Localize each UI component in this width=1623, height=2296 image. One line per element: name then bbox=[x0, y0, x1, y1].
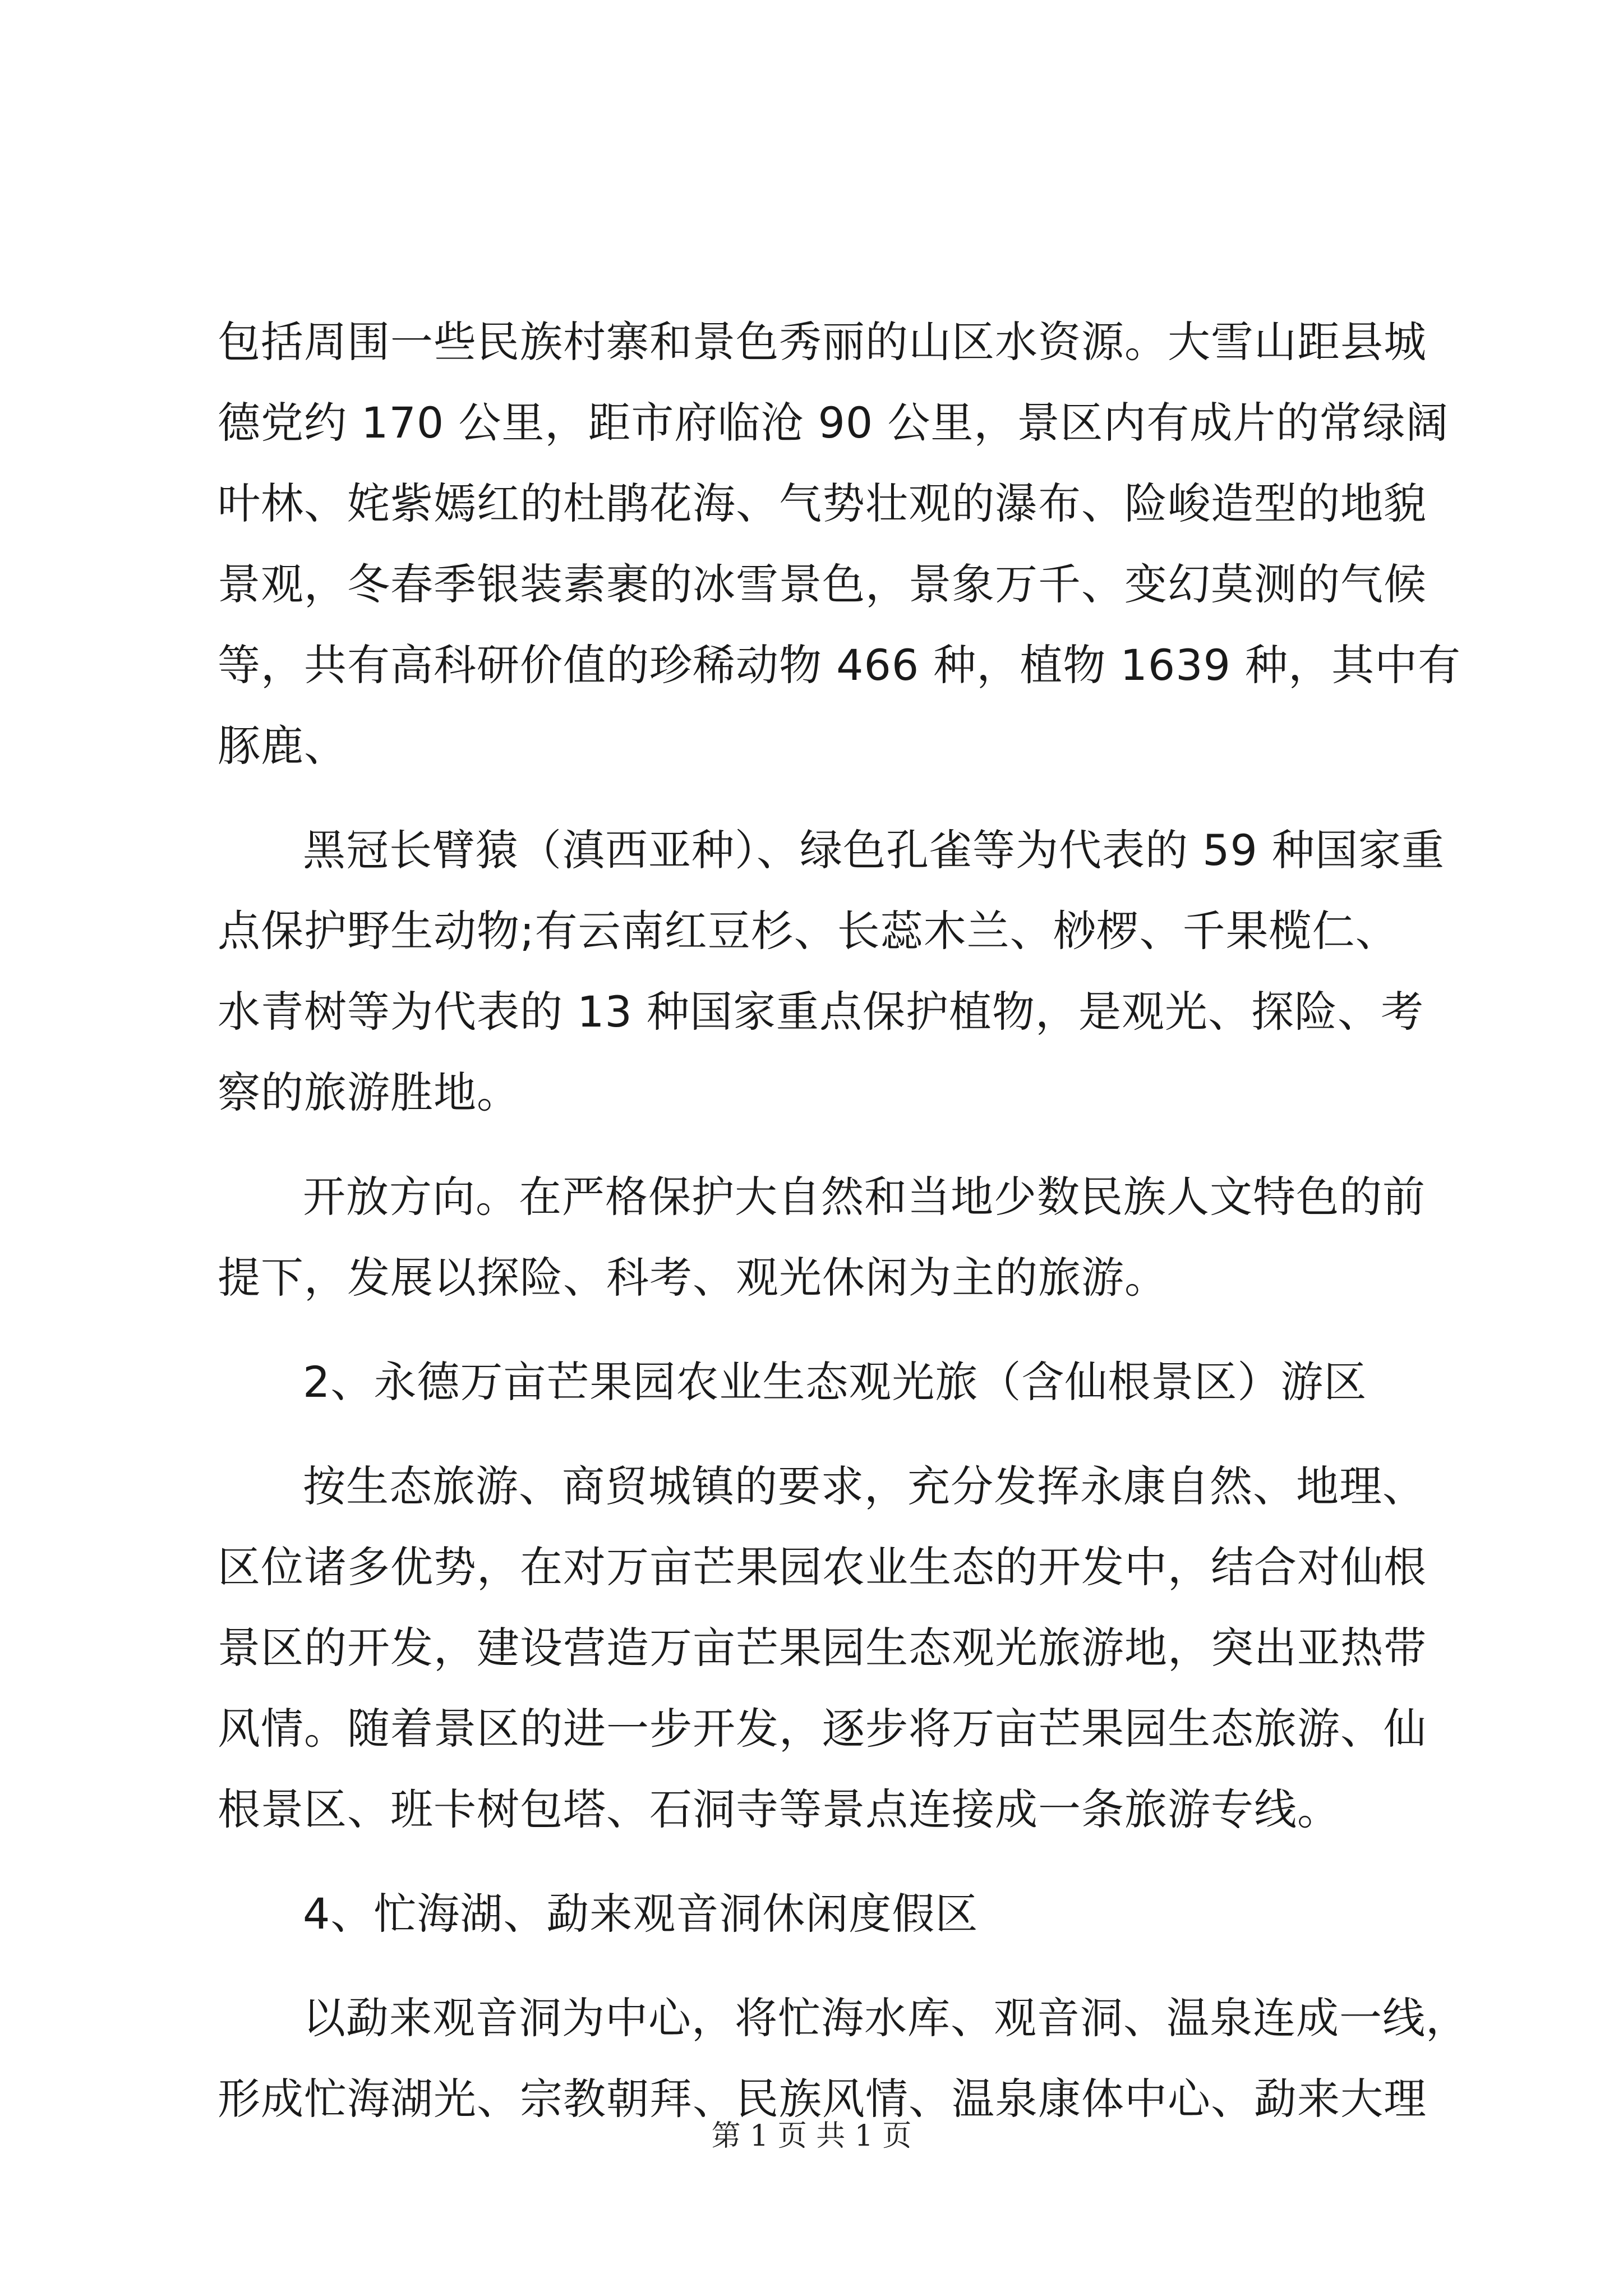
text-line: 形成忙海湖光、宗教朝拜、民族风情、温泉康体中心、勐来大理 bbox=[218, 2074, 1427, 2124]
text-line: 景区的开发，建设营造万亩芒果园生态观光旅游地，突出亚热带 bbox=[218, 1623, 1427, 1673]
text-line: 包括周围一些民族村寨和景色秀丽的山区水资源。大雪山距县城 bbox=[218, 317, 1427, 367]
text-line: 区位诸多优势，在对万亩芒果园农业生态的开发中，结合对仙根 bbox=[218, 1542, 1427, 1592]
page-number-label: 第 1 页 共 1 页 bbox=[711, 2119, 912, 2153]
text-line: 德党约 170 公里，距市府临沧 90 公里，景区内有成片的常绿阔 bbox=[218, 398, 1449, 448]
text-line: 景观，冬春季银装素裹的冰雪景色，景象万千、变幻莫测的气候 bbox=[218, 559, 1427, 609]
text-line: 豚鹿、 bbox=[218, 721, 347, 771]
body-text bbox=[218, 302, 1469, 2139]
text-line: 叶林、姹紫嫣红的杜鹃花海、气势壮观的瀑布、险峻造型的地貌 bbox=[218, 478, 1427, 528]
text-line: 等，共有高科研价值的珍稀动物 466 种，植物 1639 种，其中有 bbox=[218, 640, 1461, 690]
text-line: 提下，发展以探险、科考、观光休闲为主的旅游。 bbox=[218, 1253, 1168, 1303]
paragraph-start-line: 按生态旅游、商贸城镇的要求，充分发挥永康自然、地理、 bbox=[303, 1461, 1426, 1511]
page-footer bbox=[0, 2114, 1623, 2159]
section-heading: 2、永德万亩芒果园农业生态观光旅（含仙根景区）游区 bbox=[303, 1357, 1367, 1407]
paragraph-start-line: 黑冠长臂猿（滇西亚种）、绿色孔雀等为代表的 59 种国家重 bbox=[303, 825, 1445, 875]
paragraph-start-line: 开放方向。在严格保护大自然和当地少数民族人文特色的前 bbox=[303, 1172, 1426, 1222]
text-line: 根景区、班卡树包塔、石洞寺等景点连接成一条旅游专线。 bbox=[218, 1784, 1340, 1834]
text-line: 风情。随着景区的进一步开发，逐步将万亩芒果园生态旅游、仙 bbox=[218, 1704, 1427, 1754]
section-heading: 4、忙海湖、勐来观音洞休闲度假区 bbox=[303, 1889, 979, 1939]
text-line: 水青树等为代表的 13 种国家重点保护植物，是观光、探险、考 bbox=[218, 987, 1424, 1037]
text-line: 察的旅游胜地。 bbox=[218, 1068, 520, 1117]
paragraph-start-line: 以勐来观音洞为中心，将忙海水库、观音洞、温泉连成一线， bbox=[303, 1993, 1469, 2043]
text-line: 点保护野生动物;有云南红豆杉、长蕊木兰、桫椤、千果榄仁、 bbox=[218, 906, 1399, 956]
